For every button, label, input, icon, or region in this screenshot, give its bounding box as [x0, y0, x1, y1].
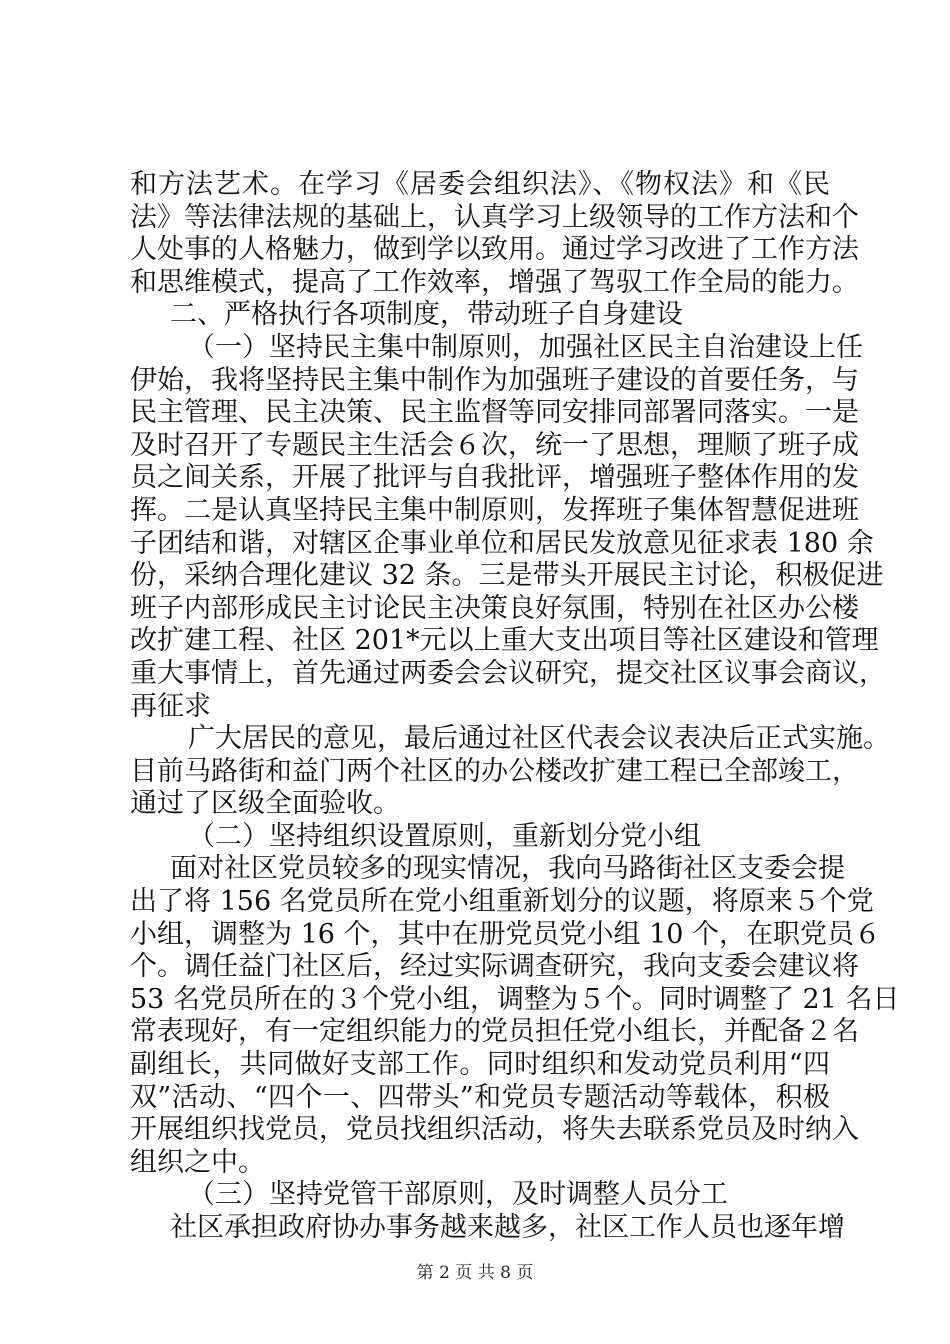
body-line: 再征求 [130, 690, 211, 722]
body-line: 及时召开了专题民主生活会６次，统一了思想，理顺了班子成 [130, 429, 859, 461]
body-line: 社区承担政府协办事务越来越多，社区工作人员也逐年增 [170, 1212, 845, 1243]
body-line: 挥。二是认真坚持民主集中制原则，发挥班子集体智慧促进班 [130, 494, 859, 526]
body-line: 出了将 156 名党员所在党小组重新划分的议题，将原来５个党 [130, 886, 874, 918]
body-line: 个。调任益门社区后，经过实际调查研究，我向支委会建议将 [130, 951, 859, 983]
body-line: 开展组织找党员，党员找组织活动，将失去联系党员及时纳入 [130, 1114, 859, 1146]
body-line: 人处事的人格魅力，做到学以致用。通过学习改进了工作方法 [130, 234, 859, 266]
body-line: 伊始，我将坚持民主集中制作为加强班子建设的首要任务，与 [130, 364, 859, 396]
subsection-heading: （一）坚持民主集中制原则，加强社区民主自治建设上任 [188, 331, 863, 363]
body-line: 员之间关系，开展了批评与自我批评，增强班子整体作用的发 [130, 462, 859, 494]
body-line: 副组长，共同做好支部工作。同时组织和发动党员利用“四 [130, 1049, 830, 1081]
page-number-footer: 第 2 页 共 8 页 [416, 1263, 534, 1283]
body-line: 双”活动、“四个一、四带头”和党员专题活动等载体，积极 [130, 1081, 830, 1113]
body-line: 目前马路街和益门两个社区的办公楼改扩建工程已全部竣工， [130, 755, 859, 787]
body-line: 法》等法律法规的基础上，认真学习上级领导的工作方法和个 [130, 201, 859, 233]
body-line: 和方法艺术。在学习《居委会组织法》、《物权法》和《民 [130, 169, 830, 200]
document-body [130, 169, 900, 1245]
subsection-heading: （二）坚持组织设置原则，重新划分党小组 [188, 820, 701, 852]
body-line: 小组，调整为 16 个，其中在册党员党小组 10 个，在职党员６ [130, 918, 882, 950]
body-line: 改扩建工程、社区 201*元以上重大支出项目等社区建设和管理 [130, 625, 879, 657]
body-line: 广大居民的意见，最后通过社区代表会议表决后正式实施。 [188, 723, 890, 755]
body-line: 份，采纳合理化建议 32 条。三是带头开展民主讨论，积极促进 [130, 560, 884, 592]
body-line: 重大事情上，首先通过两委会会议研究，提交社区议事会商议， [130, 657, 886, 689]
subsection-heading: （三）坚持党管干部原则，及时调整人员分工 [188, 1179, 728, 1211]
section-heading: 二、严格执行各项制度，带动班子自身建设 [170, 299, 683, 331]
body-line: 面对社区党员较多的现实情况，我向马路街社区支委会提 [170, 853, 845, 885]
body-line: 组织之中。 [130, 1146, 265, 1178]
body-line: 民主管理、民主决策、民主监督等同安排同部署同落实。一是 [130, 397, 859, 429]
body-line: 子团结和谐，对辖区企事业单位和居民发放意见征求表 180 余 [130, 527, 874, 559]
body-line: 班子内部形成民主讨论民主决策良好氛围，特别在社区办公楼 [130, 592, 859, 624]
body-line: 常表现好，有一定组织能力的党员担任党小组长，并配备２名 [130, 1016, 859, 1048]
body-line: 和思维模式，提高了工作效率，增强了驾驭工作全局的能力。 [130, 266, 859, 298]
body-line: 通过了区级全面验收。 [130, 788, 400, 820]
body-line: 53 名党员所在的３个党小组，调整为５个。同时调整了 21 名日 [130, 983, 900, 1015]
